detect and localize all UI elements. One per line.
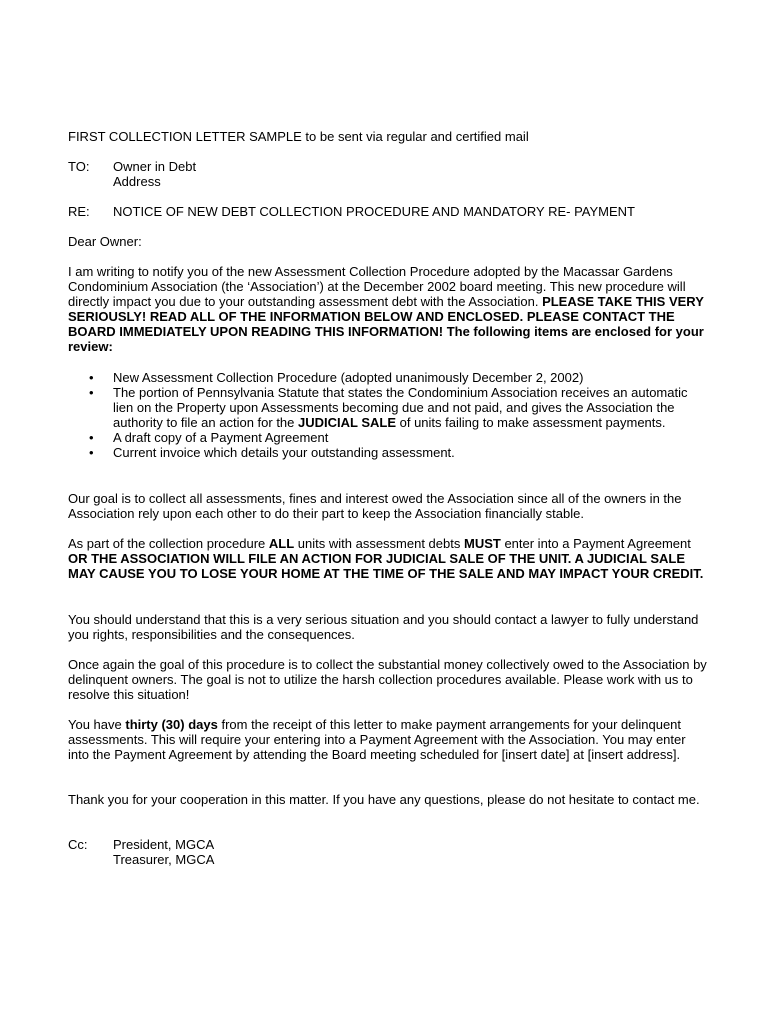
bullet-icon: • xyxy=(89,430,94,445)
paragraph-procedure: As part of the collection procedure ALL units with assessment debts MUST enter into a Payment Agreement OR THE ASSOCIATION WILL FILE AN ACTION FOR JUDICIAL SALE OF THE UNIT. A JUDICIAL SALE MAY CAUSE YOU TO LOSE YOUR HOME AT THE TIME OF THE SALE AND MAY IMPACT YOUR CREDIT. xyxy=(68,536,704,581)
to-recipient xyxy=(113,159,713,189)
judicial-sale-warning: OR THE ASSOCIATION WILL FILE AN ACTION FOR JUDICIAL SALE OF THE UNIT. A JUDICIAL SALE MAY CAUSE YOU TO LOSE YOUR HOME AT THE TIME OF THE SALE AND MAY IMPACT YOUR CREDIT. xyxy=(68,551,704,581)
paragraph-thanks: Thank you for your cooperation in this matter. If you have any questions, please do not hesitate to contact me. xyxy=(68,792,700,807)
salutation: Dear Owner: xyxy=(68,234,142,249)
cc-recipients xyxy=(113,837,713,867)
to-line: Address xyxy=(113,174,161,189)
deadline-days: thirty (30) days xyxy=(125,717,218,732)
bullet-icon: • xyxy=(89,370,94,385)
paragraph-lawyer: You should understand that this is a very serious situation and you should contact a lawyer to fully understand you rights, responsibilities and the consequences. xyxy=(68,612,699,642)
paragraph-again: Once again the goal of this procedure is to collect the substantial money collectively owed to the Association by delinquent owners. The goal is not to utilize the harsh collection procedures available. Please work with us to resolve this situation! xyxy=(68,657,707,702)
to-label: TO: xyxy=(68,159,90,174)
list-item: • New Assessment Collection Procedure (adopted unanimously December 2, 2002) xyxy=(89,370,584,385)
intro-warning: PLEASE TAKE THIS VERY SERIOUSLY! READ ALL OF THE INFORMATION BELOW AND ENCLOSED. PLEASE CONTACT THE BOARD IMMEDIATELY UPON READING THIS INFORMATION! The following items are enclosed for your review: xyxy=(68,294,704,354)
cc-line: Treasurer, MGCA xyxy=(113,852,215,867)
enclosures-list xyxy=(68,370,708,460)
bullet-icon: • xyxy=(89,445,94,460)
re-label: RE: xyxy=(68,204,90,219)
cc-label: Cc: xyxy=(68,837,88,852)
cc-line: President, MGCA xyxy=(113,837,215,852)
paragraph-goal: Our goal is to collect all assessments, fines and interest owed the Association since all of the owners in the Association rely upon each other to do their part to keep the Association financially stable. xyxy=(68,491,682,521)
intro-text: I am writing to notify you of the new Assessment Collection Procedure adopted by the Macassar Gardens Condominium Association (the ‘Association’) at the December 2002 board meeting. This new procedure will directly impact you due to your outstanding assessment debt with the Association. xyxy=(68,264,686,309)
list-item: • The portion of Pennsylvania Statute that states the Condominium Association receives an automatic lien on the Property upon Assessments becoming due and not paid, and gives the Association the authority to file an action for the JUDICIAL SALE of units failing to make assessment payments. xyxy=(89,385,688,430)
bullet-icon: • xyxy=(89,385,94,400)
list-item: • A draft copy of a Payment Agreement xyxy=(89,430,329,445)
list-item: • Current invoice which details your outstanding assessment. xyxy=(89,445,455,460)
paragraph-deadline: You have thirty (30) days from the receipt of this letter to make payment arrangements for your delinquent assessments. This will require your entering into a Payment Agreement with the Association. You may enter into the Payment Agreement by attending the Board meeting scheduled for [insert date] at [insert address]. xyxy=(68,717,686,762)
letter-heading: FIRST COLLECTION LETTER SAMPLE to be sent via regular and certified mail xyxy=(68,129,529,144)
to-line: Owner in Debt xyxy=(113,159,197,174)
re-subject: NOTICE OF NEW DEBT COLLECTION PROCEDURE AND MANDATORY RE- PAYMENT xyxy=(113,204,635,219)
paragraph-intro xyxy=(68,264,708,354)
